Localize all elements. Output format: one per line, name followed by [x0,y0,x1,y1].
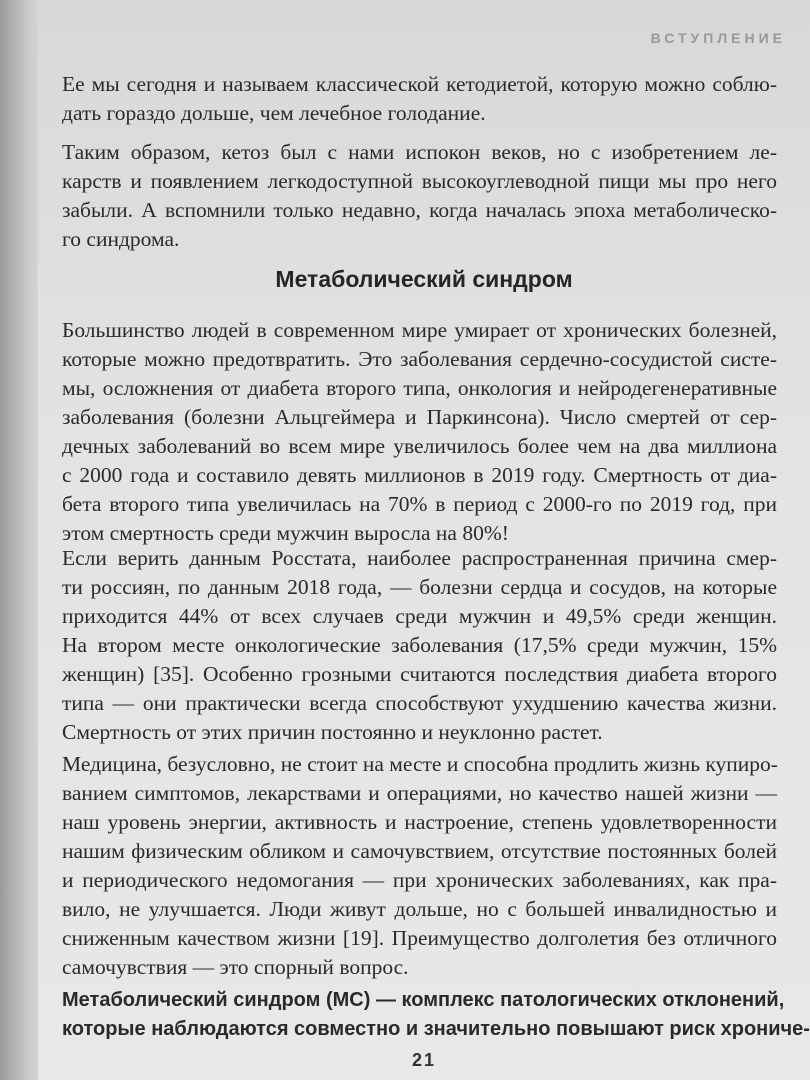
paragraph-intro-1 [62,70,777,128]
text-line: ванием симптомов, лекарствами и операциями, но качество нашей жизни — [62,781,777,805]
text-line: с 2000 года и составило девять миллионов в 2019 году. Смертность от диа- [62,463,777,487]
text-line: вило, не улучшается. Люди живут дольше, но с большей инвалидностью и [62,897,777,921]
running-head: ВСТУПЛЕНИЕ [650,30,786,46]
text-line: Большинство людей в современном мире умирает от хронических болезней, [62,318,777,342]
paragraph-definition [62,986,810,1044]
text-line: Медицина, безусловно, не стоит на месте и способна продлить жизнь купиро- [62,752,778,776]
text-line: которые наблюдаются совместно и значительно повышают риск хрониче- [62,1018,810,1040]
text-line: ти россиян, по данным 2018 года, — болезни сердца и сосудов, на которые [62,575,777,599]
paragraph-intro-2 [62,138,777,254]
page-number: 21 [411,1050,437,1070]
text-line: самочувствия — это спорный вопрос. [62,955,409,979]
text-line: женщин) [35]. Особенно грозными считаются последствия диабета второго [62,662,777,686]
book-page [38,0,810,1080]
text-line: го синдрома. [62,227,180,251]
paragraph-body-3 [62,750,777,982]
text-line: Если верить данным Росстата, наиболее распространенная причина смер- [62,546,777,570]
text-line: Метаболический синдром (МС) — комплекс патологических отклонений, [62,989,785,1011]
text-line: заболевания (болезни Альцгеймера и Паркинсона). Число смертей от сер- [62,405,777,429]
text-line: Таким образом, кетоз был с нами испокон веков, но с изобретением ле- [62,140,777,164]
adjacent-page-edge [0,0,38,1080]
text-line: мы, осложнения от диабета второго типа, онкология и нейродегенеративные [62,376,777,400]
text-line: наш уровень энергии, активность и настроение, степень удовлетворенности [62,810,777,834]
text-line: дечных заболеваний во всем мире увеличилось более чем на два миллиона [62,434,777,458]
text-line: этом смертность среди мужчин выросла на 80%! [62,521,509,545]
text-line: забыли. А вспомнили только недавно, когда началась эпоха метаболическо- [62,198,777,222]
text-line: дать гораздо дольше, чем лечебное голодание. [62,101,486,125]
text-line: и периодического недомогания — при хронических заболеваниях, как пра- [62,868,777,892]
text-line: сниженным качеством жизни [19]. Преимущество долголетия без отличного [62,926,777,950]
text-line: приходится 44% от всех случаев среди мужчин и 49,5% среди женщин. [62,604,777,628]
text-line: На втором месте онкологические заболевания (17,5% среди мужчин, 15% [62,633,777,657]
text-line: Смертность от этих причин постоянно и неуклонно растет. [62,720,603,744]
text-line: которые можно предотвратить. Это заболевания сердечно-сосудистой систе- [62,347,777,371]
text-line: карств и появлением легкодоступной высокоуглеводной пищи мы про него [62,169,777,193]
text-line: нашим физическим обликом и самочувствием, отсутствие постоянных болей [62,839,777,863]
paragraph-body-2 [62,544,777,747]
text-line: Ее мы сегодня и называем классической кетодиетой, которую можно соблю- [62,72,777,96]
section-heading: Метаболический синдром [275,266,573,292]
text-line: бета второго типа увеличилась на 70% в период с 2000-го по 2019 год, при [62,492,777,516]
text-line: типа — они практически всегда способствуют ухудшению качества жизни. [62,691,777,715]
paragraph-body-1 [62,316,777,548]
